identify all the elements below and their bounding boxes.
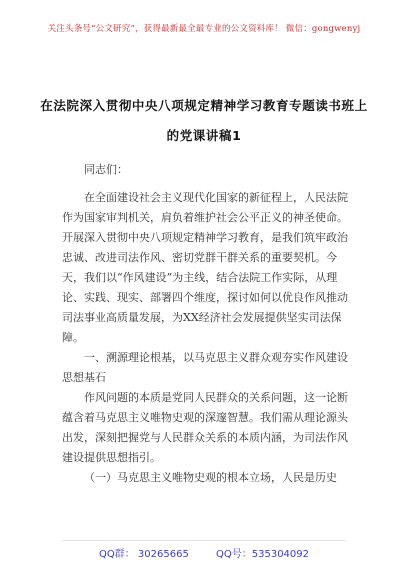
paragraph: 在全面建设社会主义现代化国家的新征程上，人民法院作为国家审判机关，肩负着维护社会公平正义的神圣使命。开展深入贯彻中央八项规定精神学习教育，是我们筑牢政治忠诚、改进司法作风、密切党群干群关系的重要契机。今天，我们以“作风建设”为主线，结合法院工作实际，从理论、实践、现实、部署四个维度，探讨如何以优良作风推动司法事业高质量发展，为XX经济社会发展提供坚实司法保障。 (62, 191, 348, 344)
footer-divider (62, 540, 346, 541)
document-title-line1: 在法院深入贯彻中央八项规定精神学习教育专题读书班上 (40, 98, 368, 113)
salutation: 同志们： (84, 163, 128, 176)
promo-banner: 关注头条号“公文研究”，获得最新最全最专业的公文资料库！ 微信：gongwenyj (47, 24, 361, 34)
section-heading: 一、溯源理论根基，以马克思主义群众观夯实作风建设思想基石 (62, 351, 348, 384)
qq-number-link[interactable]: QQ号：535304092 (216, 549, 310, 560)
subsection-heading: （一）马克思主义唯物史观的根本立场，人民是历史 (84, 471, 337, 484)
document-body (62, 160, 350, 488)
paragraph: 作风问题的本质是党同人民群众的关系问题，这一论断蕴含着马克思主义唯物史观的深邃智慧。我们需从理论源头出发，深刻把握党与人民群众关系的本质内涵，为司法作风建设提供思想指引。 (62, 391, 348, 464)
footer (0, 545, 408, 560)
document-title-line2: 的党课讲稿1 (166, 128, 242, 143)
qq-group-link[interactable]: QQ群： 30265665 (98, 549, 189, 560)
